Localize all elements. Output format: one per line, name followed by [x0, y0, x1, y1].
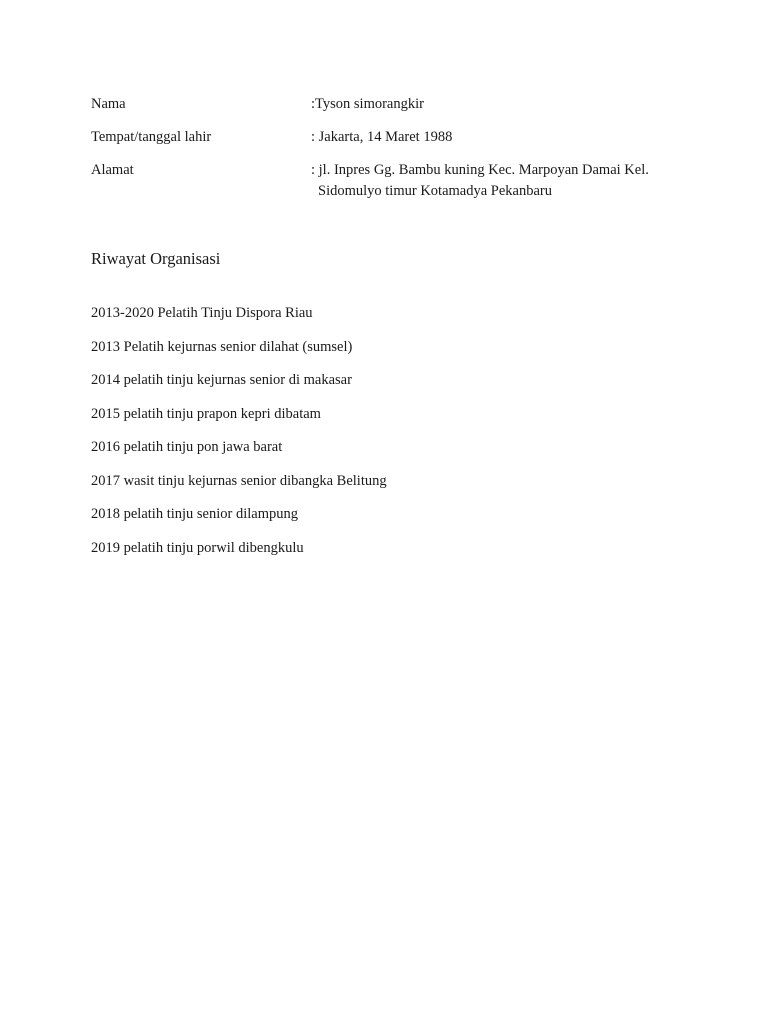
list-item: 2018 pelatih tinju senior dilampung	[91, 506, 299, 522]
birth-value: : Jakarta, 14 Maret 1988	[311, 129, 453, 145]
name-value: :Tyson simorangkir	[311, 96, 424, 112]
list-item: 2015 pelatih tinju prapon kepri dibatam	[91, 405, 321, 422]
address-row	[91, 160, 731, 202]
name-row	[91, 94, 731, 115]
list-item: 2013 Pelatih kejurnas senior dilahat (sumsel)	[91, 338, 353, 355]
birth-row	[91, 127, 731, 148]
birth-label: Tempat/tanggal lahir	[91, 129, 212, 145]
list-item: 2014 pelatih tinju kejurnas senior di makasar	[91, 372, 352, 388]
organization-history-list	[91, 303, 387, 571]
section-title: Riwayat Organisasi	[91, 249, 221, 268]
list-item: 2017 wasit tinju kejurnas senior dibangka Belitung	[91, 472, 387, 489]
list-item: 2019 pelatih tinju porwil dibengkulu	[91, 539, 304, 556]
name-label: Nama	[91, 96, 126, 112]
list-item: 2016 pelatih tinju pon jawa barat	[91, 439, 283, 455]
list-item: 2013-2020 Pelatih Tinju Dispora Riau	[91, 305, 313, 321]
address-label: Alamat	[91, 162, 134, 178]
address-value	[311, 160, 691, 202]
address-line-1: : jl. Inpres Gg. Bambu kuning Kec. Marpoyan Damai Kel.	[311, 162, 649, 178]
address-line-2: Sidomulyo timur Kotamadya Pekanbaru	[318, 183, 552, 199]
biodata-block	[91, 94, 731, 214]
